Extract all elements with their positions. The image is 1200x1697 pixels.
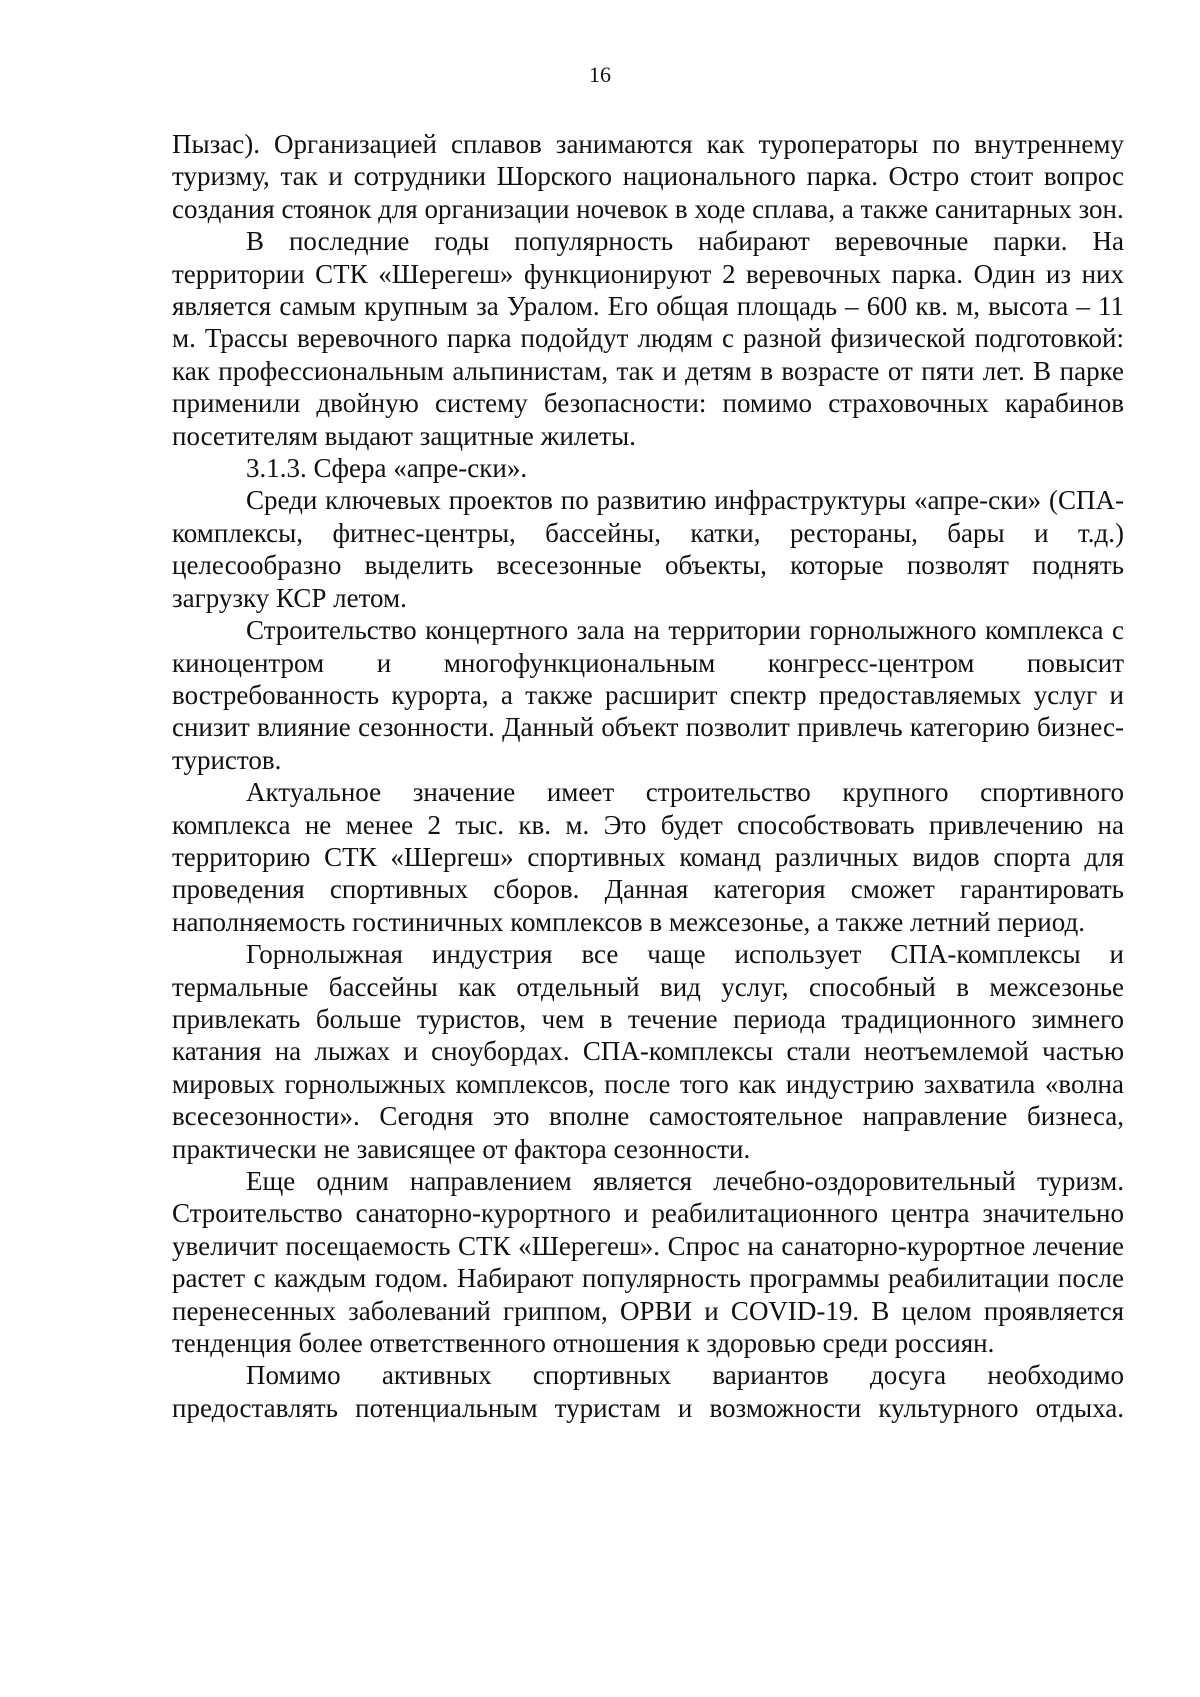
paragraph-health-tourism: Еще одним направлением является лечебно-оздоровительный туризм. Строительство санаторно-курортного и реабилитационного центра значительно увеличит посещаемость СТК «Шерегеш». Спрос на санаторно-курортное лечение растет с каждым годом. Набирают популярность программы реабилитации после перенесенных заболеваний гриппом, ОРВИ и COVID-19. В целом проявляется тенденция более ответственного отношения к здоровью среди россиян.: [172, 1166, 1124, 1359]
page-number: 16: [589, 62, 611, 87]
section-heading-apres-ski: 3.1.3. Сфера «апре-ски».: [246, 453, 528, 484]
paragraph-cultural-leisure: Помимо активных спортивных вариантов досуга необходимо предоставлять потенциальным туристам и возможности культурного отдыха.: [172, 1360, 1124, 1423]
paragraph-spa-complexes: Горнолыжная индустрия все чаще использует СПА-комплексы и термальные бассейны как отдельный вид услуг, способный в межсезонье привлекать больше туристов, чем в течение периода традиционного зимнего катания на лыжах и сноубордах. СПА-комплексы стали неотъемлемой частью мировых горнолыжных комплексов, после того как индустрию захватила «волна всесезонности». Сегодня это вполне самостоятельное направление бизнеса, практически не зависящее от фактора сезонности.: [172, 939, 1124, 1164]
paragraph-concert-hall: Строительство концертного зала на территории горнолыжного комплекса с киноцентром и многофункциональным конгресс-центром повысит востребованность курорта, а также расширит спектр предоставляемых услуг и снизит влияние сезонности. Данный объект позволит привлечь категорию бизнес-туристов.: [172, 615, 1124, 775]
paragraph-apres-ski-projects: Среди ключевых проектов по развитию инфраструктуры «апре-ски» (СПА-комплексы, фитнес-центры, бассейны, катки, рестораны, бары и т.д.) целесообразно выделить всесезонные объекты, которые позволят поднять загрузку КСР летом.: [172, 485, 1124, 613]
paragraph-sports-complex: Актуальное значение имеет строительство крупного спортивного комплекса не менее 2 тыс. кв. м. Это будет способствовать привлечению на территорию СТК «Шергеш» спортивных команд различных видов спорта для проведения спортивных сборов. Данная категория сможет гарантировать наполняемость гостиничных комплексов в межсезонье, а также летний период.: [172, 777, 1124, 937]
document-body: [172, 128, 1124, 1424]
paragraph-rafting: Пызас). Организацией сплавов занимаются как туроператоры по внутреннему туризму, так и сотрудники Шорского национального парка. Остро стоит вопрос создания стоянок для организации ночевок в ходе сплава, а также санитарных зон.: [172, 129, 1124, 224]
paragraph-rope-parks: В последние годы популярность набирают веревочные парки. На территории СТК «Шерегеш» функционируют 2 веревочных парка. Один из них является самым крупным за Уралом. Его общая площадь – 600 кв. м, высота – 11 м. Трассы веревочного парка подойдут людям с разной физической подготовкой: как профессиональным альпинистам, так и детям в возрасте от пяти лет. В парке применили двойную систему безопасности: помимо страховочных карабинов посетителям выдают защитные жилеты.: [172, 226, 1124, 451]
